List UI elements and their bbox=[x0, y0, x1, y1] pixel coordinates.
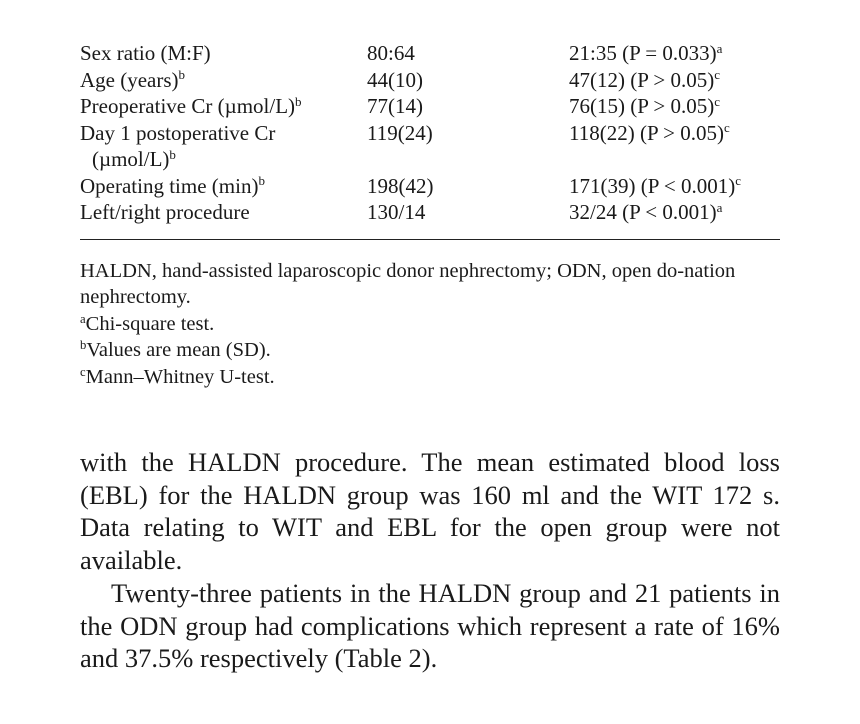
body-paragraph-1: with the HALDN procedure. The mean estimated blood loss (EBL) for the HALDN group was 160 ml and the WIT 172 s. Data relating to WIT and EBL for the open group were not available. bbox=[80, 447, 780, 576]
odn-value bbox=[569, 93, 780, 120]
table-row bbox=[80, 40, 780, 67]
row-label-text: Age (years) bbox=[80, 67, 179, 92]
footnote-ref: c bbox=[735, 173, 741, 189]
footnote-c-mark: c bbox=[80, 364, 86, 379]
row-label bbox=[80, 93, 367, 120]
odn-value-text: 118(22) (P > 0.05) bbox=[569, 120, 724, 145]
odn-value-text: 76(15) (P > 0.05) bbox=[569, 94, 715, 118]
footnote-ref: b bbox=[295, 93, 302, 109]
body-paragraph-2: Twenty-three patients in the HALDN group and 21 patients in the ODN group had complications which represent a rate of 16% and 37.5% respectively (Table 2). bbox=[80, 577, 780, 674]
table-row bbox=[80, 120, 780, 173]
patient-characteristics-table bbox=[80, 40, 780, 226]
haldn-value: 77(14) bbox=[367, 94, 423, 118]
haldn-value: 198(42) bbox=[367, 173, 434, 198]
table-footnotes bbox=[80, 258, 780, 391]
footnote-b bbox=[80, 337, 780, 364]
odn-value bbox=[569, 120, 780, 147]
footnote-ref: a bbox=[716, 199, 723, 215]
row-label-continuation bbox=[80, 146, 367, 173]
row-label-text: Preoperative Cr (µmol/L) bbox=[80, 94, 296, 118]
row-label bbox=[80, 40, 367, 67]
odn-value bbox=[569, 173, 780, 200]
odn-value-text: 32/24 (P < 0.001) bbox=[569, 200, 717, 224]
table-row bbox=[80, 67, 780, 94]
footnote-b-mark: b bbox=[80, 338, 87, 353]
footnote-a bbox=[80, 311, 780, 338]
table-row bbox=[80, 93, 780, 120]
footnote-c bbox=[80, 364, 780, 391]
row-label-text: Day 1 postoperative Cr bbox=[80, 120, 276, 145]
table-row bbox=[80, 173, 780, 200]
row-label-text: Operating time (min) bbox=[80, 173, 259, 198]
odn-value bbox=[569, 67, 780, 94]
document-page bbox=[80, 40, 780, 675]
row-label bbox=[80, 199, 367, 226]
body-text bbox=[80, 446, 780, 675]
odn-value bbox=[569, 199, 780, 226]
footnote-a-mark: a bbox=[80, 311, 86, 326]
row-label bbox=[80, 173, 367, 200]
odn-value bbox=[569, 40, 780, 67]
footnote-b-text: Values are mean (SD). bbox=[86, 339, 271, 361]
footnote-ref: b bbox=[258, 173, 265, 189]
footnote-ref: b bbox=[169, 146, 176, 162]
table-bottom-rule bbox=[80, 239, 780, 240]
row-label-text: Sex ratio (M:F) bbox=[80, 41, 211, 65]
row-label-cont-text: (µmol/L) bbox=[92, 147, 170, 171]
footnote-abbreviations: HALDN, hand-assisted laparoscopic donor nephrectomy; ODN, open do-nation nephrectomy. bbox=[80, 259, 736, 308]
haldn-value: 80:64 bbox=[367, 41, 415, 65]
haldn-value: 130/14 bbox=[367, 200, 426, 224]
footnote-ref: c bbox=[723, 120, 730, 136]
haldn-value: 44(10) bbox=[367, 67, 423, 92]
footnote-ref: c bbox=[714, 67, 720, 83]
footnote-ref: c bbox=[714, 93, 720, 109]
odn-value-text: 171(39) (P < 0.001) bbox=[569, 173, 736, 198]
row-label-text: Left/right procedure bbox=[80, 200, 250, 224]
footnote-ref: a bbox=[716, 40, 723, 56]
row-label bbox=[80, 120, 367, 173]
footnote-ref: b bbox=[178, 67, 186, 83]
row-label bbox=[80, 67, 367, 94]
odn-value-text: 21:35 (P = 0.033) bbox=[569, 41, 717, 65]
odn-value-text: 47(12) (P > 0.05) bbox=[569, 67, 715, 92]
footnote-a-text: Chi-square test. bbox=[85, 312, 215, 335]
haldn-value: 119(24) bbox=[367, 120, 433, 145]
footnote-c-text: Mann–Whitney U-test. bbox=[85, 365, 275, 388]
table-row bbox=[80, 199, 780, 226]
